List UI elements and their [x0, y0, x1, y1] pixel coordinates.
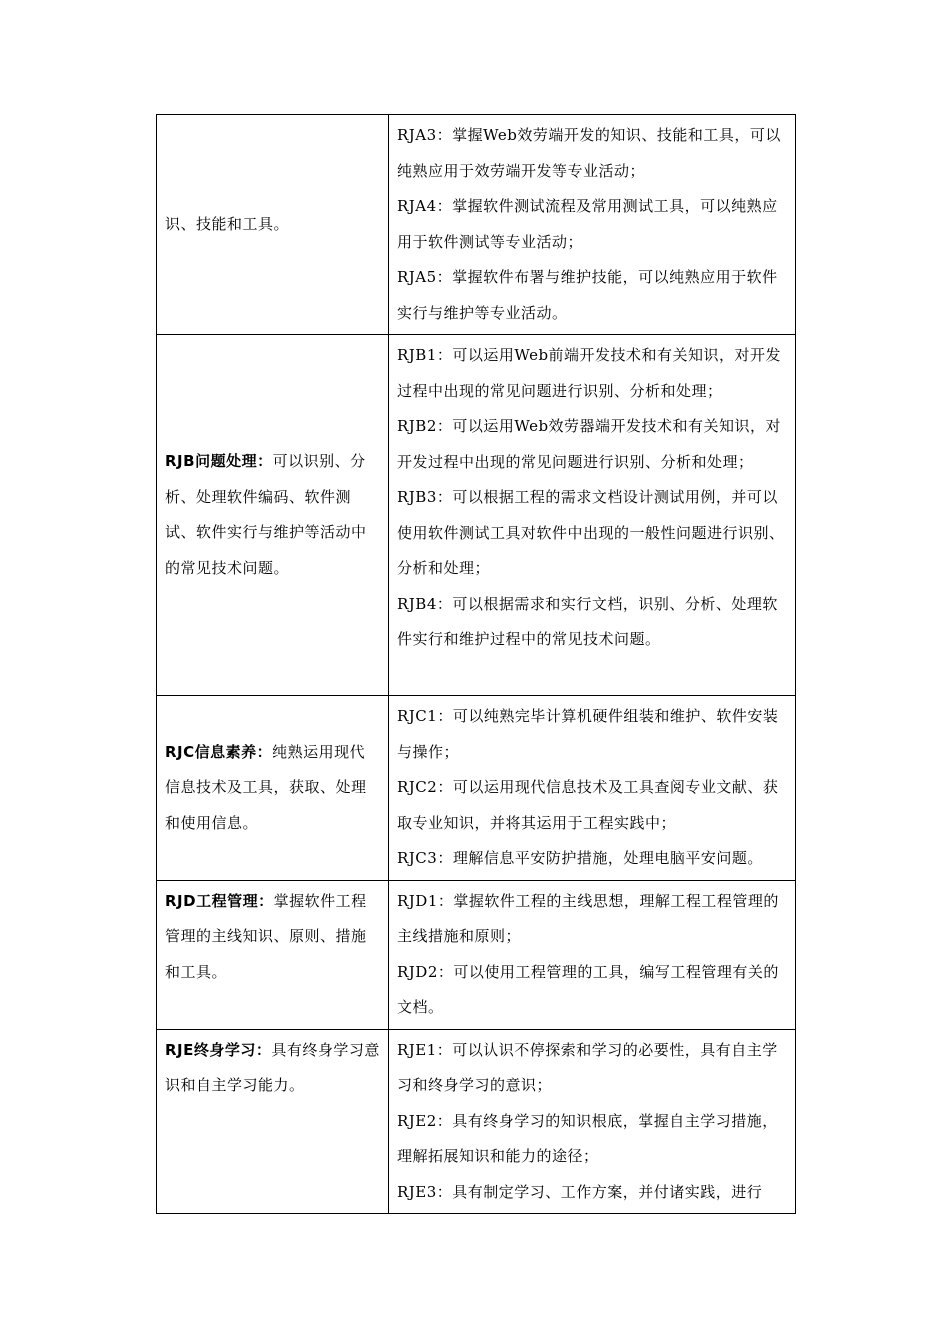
competency-text: 具有终身学习意识和自主学习能力。	[165, 1040, 380, 1094]
competency-cell	[157, 115, 389, 335]
indicator-item: RJB2：可以运用Web效劳器端开发技术和有关知识，对开发过程中出现的常见问题进行识别、分析和处理；	[397, 417, 782, 471]
competency-title: RJB问题处理：	[165, 452, 273, 470]
indicator-cell	[389, 1029, 796, 1214]
indicator-item: RJE3：具有制定学习、工作方案，并付诸实践，进行	[397, 1182, 763, 1201]
competency-text: 掌握软件工程管理的主线知识、原则、措施和工具。	[165, 891, 367, 981]
indicator-cell	[389, 335, 796, 696]
competency-cell	[157, 335, 389, 696]
indicator-item: RJA4：掌握软件测试流程及常用测试工具，可以纯熟应用于软件测试等专业活动；	[397, 197, 778, 251]
table-row	[157, 1029, 796, 1214]
competency-text: 可以识别、分析、处理软件编码、软件测试、软件实行与维护等活动中的常见技术问题。	[165, 452, 367, 577]
competency-cell	[157, 696, 389, 881]
indicator-cell	[389, 115, 796, 335]
competency-text: 纯熟运用现代信息技术及工具，获取、处理和使用信息。	[165, 742, 367, 832]
competency-table	[156, 114, 796, 1214]
indicator-cell	[389, 880, 796, 1029]
competency-title: RJC信息素养：	[165, 742, 273, 761]
table-row	[157, 335, 796, 696]
indicator-item: RJC2：可以运用现代信息技术及工具查阅专业文献、获取专业知识，并将其运用于工程实践中；	[397, 778, 779, 832]
table-row	[157, 115, 796, 335]
competency-cell	[157, 1029, 389, 1214]
indicator-cell	[389, 696, 796, 881]
indicator-item: RJC3：理解信息平安防护措施，处理电脑平安问题。	[397, 849, 763, 867]
competency-text: 识、技能和工具。	[165, 214, 290, 233]
indicator-item: RJC1：可以纯熟完毕计算机硬件组装和维护、软件安装与操作；	[397, 707, 779, 761]
indicator-item: RJD1：掌握软件工程的主线思想，理解工程工程管理的主线措施和原则；	[397, 891, 779, 945]
indicator-item: RJA3：掌握Web效劳端开发的知识、技能和工具，可以纯熟应用于效劳端开发等专业活动；	[397, 126, 781, 180]
indicator-item: RJA5：掌握软件布署与维护技能，可以纯熟应用于软件实行与维护等专业活动。	[397, 268, 778, 322]
indicator-item: RJB3：可以根据工程的需求文档设计测试用例，并可以使用软件测试工具对软件中出现的一般性问题进行识别、分析和处理；	[397, 488, 785, 577]
indicator-item: RJD2：可以使用工程管理的工具，编写工程管理有关的文档。	[397, 962, 779, 1016]
indicator-item: RJB4：可以根据需求和实行文档，识别、分析、处理软件实行和维护过程中的常见技术问题。	[397, 594, 778, 648]
table-row	[157, 696, 796, 881]
competency-title: RJD工程管理：	[165, 891, 274, 910]
competency-title: RJE终身学习：	[165, 1040, 272, 1059]
indicator-item: RJB1：可以运用Web前端开发技术和有关知识，对开发过程中出现的常见问题进行识别、分析和处理；	[397, 346, 782, 400]
indicator-item: RJE2：具有终身学习的知识根底，掌握自主学习措施，理解拓展知识和能力的途径；	[397, 1111, 778, 1165]
table-row	[157, 880, 796, 1029]
indicator-item: RJE1：可以认识不停探索和学习的必要性，具有自主学习和终身学习的意识；	[397, 1040, 778, 1094]
competency-cell	[157, 880, 389, 1029]
